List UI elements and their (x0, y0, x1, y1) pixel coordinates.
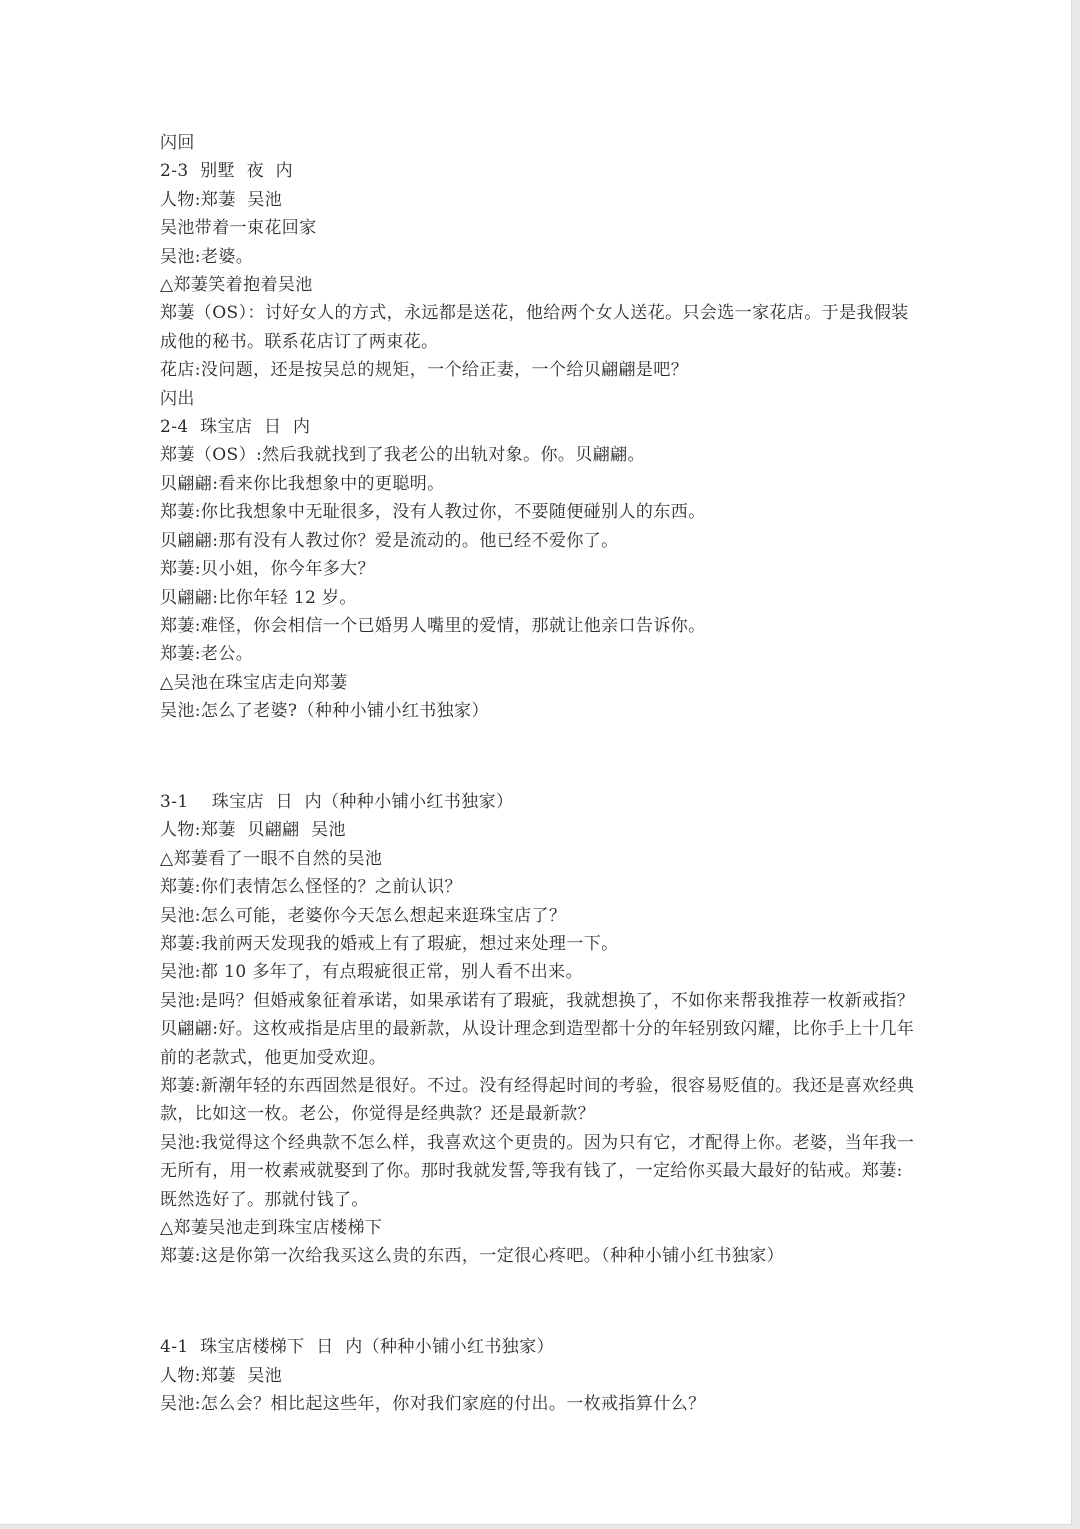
script-line: 贝翩翩:看来你比我想象中的更聪明。 (160, 473, 445, 494)
script-line: 2-4 珠宝店 日 内 (160, 417, 311, 438)
script-line: △吴池在珠宝店走向郑萋 (160, 672, 348, 693)
script-line: 郑萋:你们表情怎么怪怪的？之前认识？ (160, 877, 462, 898)
script-line: 吴池:都 10 多年了，有点瑕疵很正常，别人看不出来。 (160, 962, 583, 983)
script-line: 吴池:我觉得这个经典款不怎么样，我喜欢这个更贵的。因为只有它，才配得上你。老婆，当年我一无所有，用一枚素戒就娶到了你。那时我就发誓,等我有钱了，一定给你买最大最好的钻戒。郑萋:既然选好了。那就付钱了。 (160, 1132, 915, 1210)
script-line: 郑萋:我前两天发现我的婚戒上有了瑕疵，想过来处理一下。 (160, 933, 619, 954)
script-line: 吴池:老婆。 (160, 246, 254, 267)
script-line: 郑萋:老公。 (160, 644, 254, 665)
blank-line (160, 743, 920, 771)
script-line: 郑萋:你比我想象中无耻很多，没有人教过你，不要随便碰别人的东西。 (160, 502, 706, 523)
script-line: 4-1 珠宝店楼梯下 日 内（种种小铺小红书独家） (160, 1337, 554, 1358)
script-line: 郑萋:贝小姐，你今年多大？ (160, 559, 375, 580)
script-line: 吴池:怎么会？相比起这些年，你对我们家庭的付出。一枚戒指算什么？ (160, 1394, 706, 1415)
script-line: 吴池:怎么了老婆?（种种小铺小红书独家） (160, 701, 489, 722)
script-line: 贝翩翩:比你年轻 12 岁。 (160, 587, 357, 608)
script-line: 人物:郑萋 吴池 (160, 189, 283, 210)
script-line: △郑萋笑着抱着吴池 (160, 275, 313, 296)
script-line: 吴池:怎么可能，老婆你今天怎么想起来逛珠宝店了？ (160, 905, 567, 926)
script-line: 郑萋:难怪，你会相信一个已婚男人嘴里的爱情，那就让他亲口告诉你。 (160, 615, 706, 636)
script-text-body (160, 129, 920, 1418)
script-line: 吴池:是吗？但婚戒象征着承诺，如果承诺有了瑕疵，我就想换了，不如你来帮我推荐一枚新戒指？ (160, 990, 915, 1011)
script-line: 郑萋（OS）:然后我就找到了我老公的出轨对象。你。贝翩翩。 (160, 445, 645, 466)
script-line: 吴池带着一束花回家 (160, 218, 317, 239)
script-line: △郑萋看了一眼不自然的吴池 (160, 848, 383, 869)
script-line: 2-3 别墅 夜 内 (160, 161, 293, 182)
script-line: 郑萋:新潮年轻的东西固然是很好。不过。没有经得起时间的考验，很容易贬值的。我还是喜欢经典款，比如这一枚。老公，你觉得是经典款？还是最新款？ (160, 1075, 915, 1125)
script-line: 贝翩翩:那有没有人教过你？爱是流动的。他已经不爱你了。 (160, 530, 619, 551)
script-line: 郑萋:这是你第一次给我买这么贵的东西，一定很心疼吧。（种种小铺小红书独家） (160, 1246, 785, 1267)
script-line: 闪回 (160, 133, 195, 153)
blank-line (160, 1288, 920, 1316)
script-line: △郑萋吴池走到珠宝店楼梯下 (160, 1218, 383, 1239)
script-line: 人物:郑萋 吴池 (160, 1365, 283, 1386)
script-line: 3-1 珠宝店 日 内（种种小铺小红书独家） (160, 791, 514, 812)
script-line: 闪出 (160, 388, 195, 409)
script-line: 郑萋（OS）：讨好女人的方式，永远都是送花，他给两个女人送花。只会选一家花店。于是我假装成他的秘书。联系花店订了两束花。 (160, 303, 909, 352)
script-line: 人物:郑萋 贝翩翩 吴池 (160, 820, 346, 841)
script-line: 贝翩翩:好。这枚戒指是店里的最新款，从设计理念到造型都十分的年轻别致闪耀，比你手上十几年前的老款式，他更加受欢迎。 (160, 1019, 915, 1068)
script-line: 花店:没问题，还是按吴总的规矩，一个给正妻，一个给贝翩翩是吧？ (160, 360, 689, 381)
